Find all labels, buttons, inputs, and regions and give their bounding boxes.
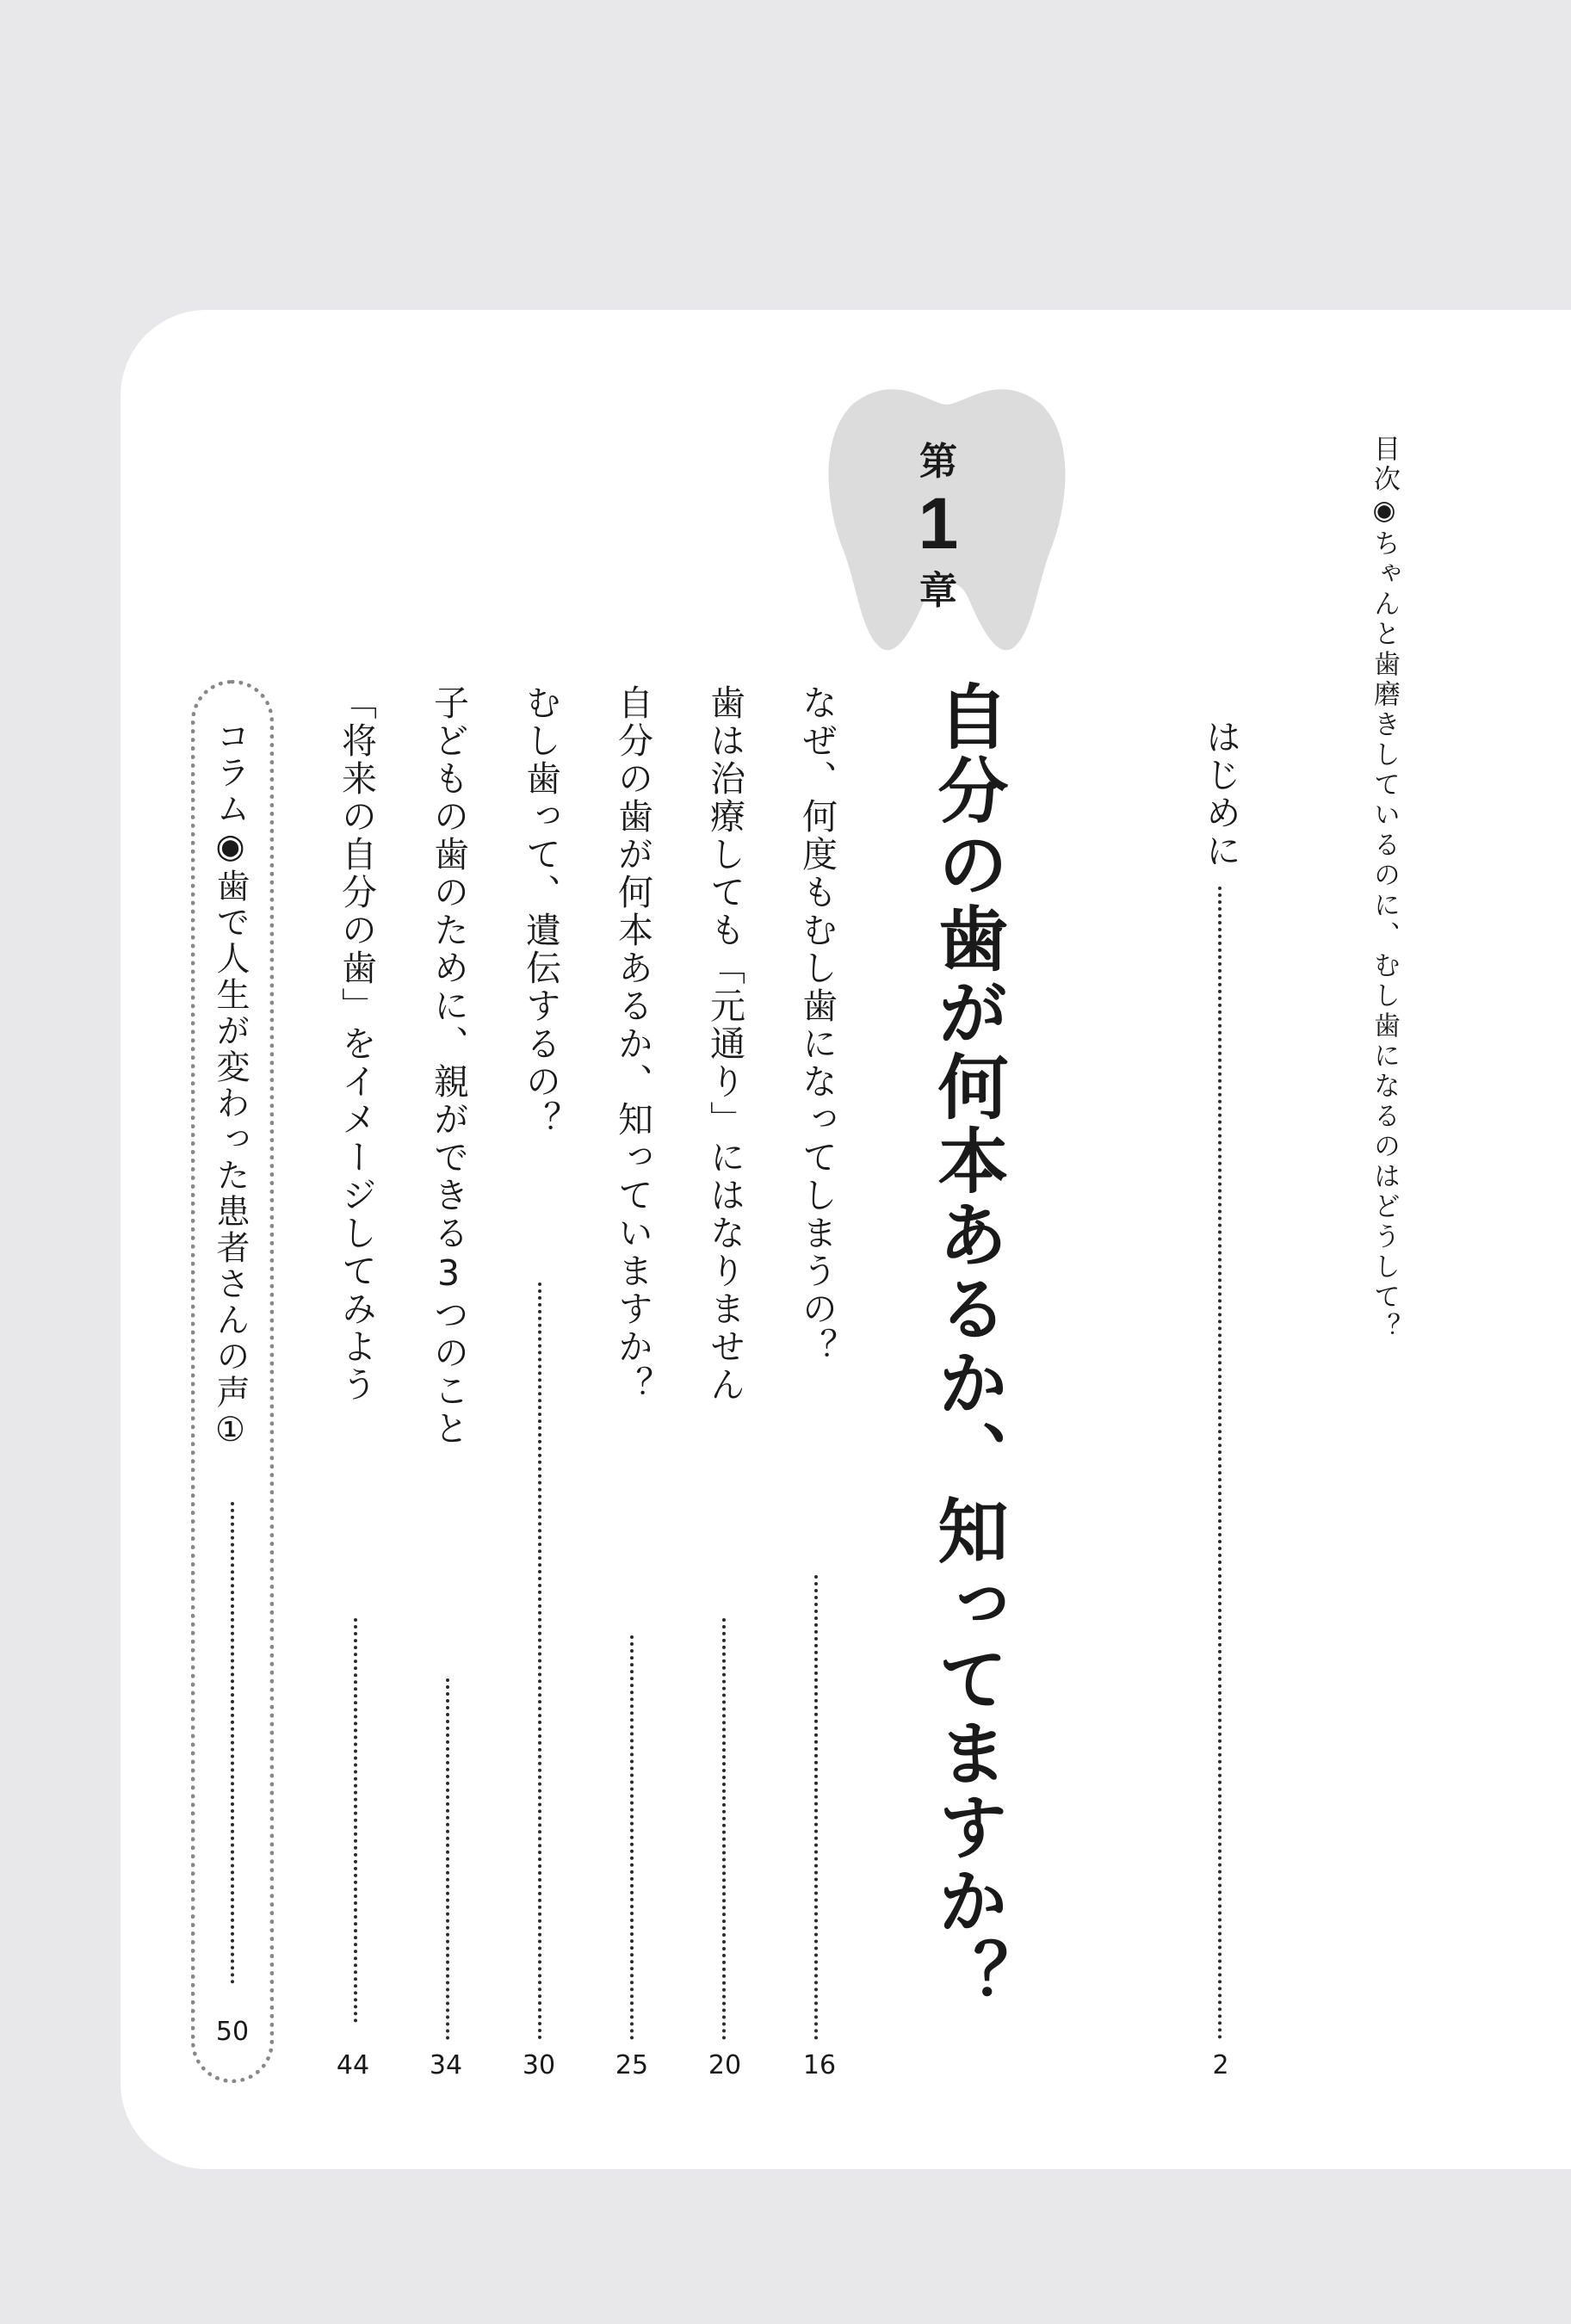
toc-entry-intro[interactable]: はじめに xyxy=(1200,719,1241,870)
page-number: 34 xyxy=(429,2050,463,2080)
chapter-label-top: 第 xyxy=(919,440,957,484)
toc-entry[interactable]: 自分の歯が何本あるか、知っていますか？ xyxy=(612,684,653,1404)
chapter-title[interactable]: 自分の歯が何本あるか、知ってますか？ xyxy=(926,680,1008,2012)
page-number: 44 xyxy=(336,2050,370,2080)
page-number: 20 xyxy=(708,2050,742,2080)
toc-entry-column[interactable]: コラム◉歯で人生が変わった患者さんの声① xyxy=(211,719,250,1452)
leader-dots xyxy=(231,1502,234,1984)
leader-dots xyxy=(722,1618,726,2040)
page-number: 25 xyxy=(615,2050,649,2080)
chapter-number: 1 xyxy=(918,483,959,564)
toc-entry[interactable]: 歯は治療しても「元通り」にはなりません xyxy=(704,684,745,1404)
page-number: 2 xyxy=(1212,2050,1229,2080)
leader-dots xyxy=(1218,887,1222,2040)
toc-entry[interactable]: 「将来の自分の歯」をイメージしてみよう xyxy=(336,684,377,1404)
page-number: 16 xyxy=(802,2050,837,2080)
page-number: 30 xyxy=(522,2050,556,2080)
leader-dots xyxy=(538,1283,541,2040)
toc-entry[interactable]: むし歯って、遺伝するの？ xyxy=(520,684,561,1139)
leader-dots xyxy=(630,1635,634,2040)
leader-dots xyxy=(354,1618,357,2023)
page-number: 50 xyxy=(215,2017,250,2047)
toc-entry[interactable]: 子どもの歯のために、親ができる3つのこと xyxy=(428,684,469,1448)
toc-entry[interactable]: なぜ、何度もむし歯になってしまうの？ xyxy=(796,684,838,1366)
leader-dots xyxy=(814,1575,818,2040)
chapter-label-bottom: 章 xyxy=(919,569,957,613)
book-title: 目次◉ちゃんと歯磨きしているのに、むし歯になるのはどうして？ xyxy=(1369,435,1400,1343)
leader-dots xyxy=(446,1678,449,2040)
